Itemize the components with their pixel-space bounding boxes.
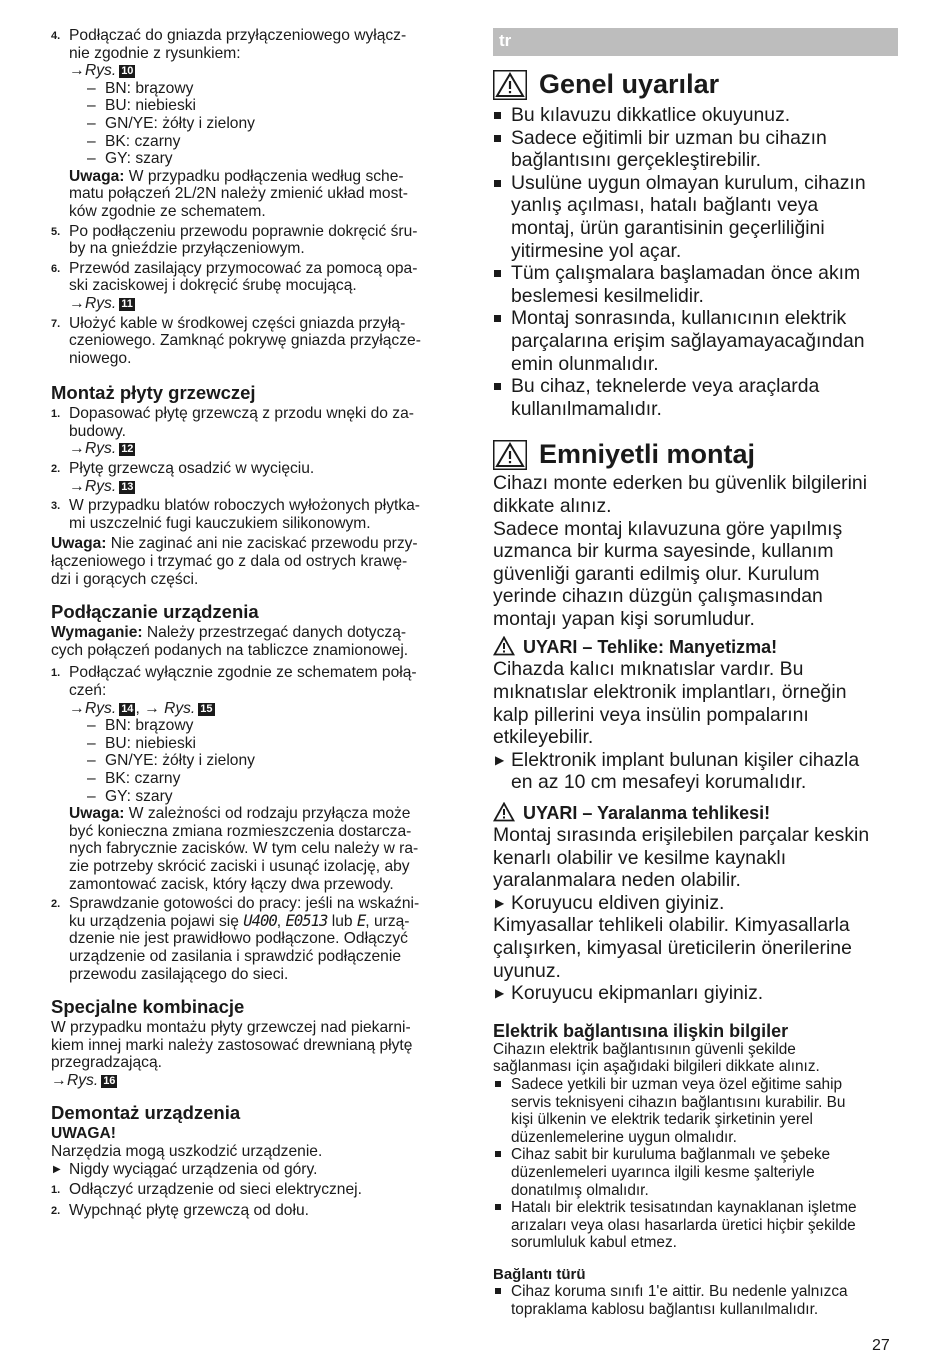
- square-bullet-icon: [495, 1081, 501, 1087]
- display-code: E0513: [285, 911, 328, 930]
- section-heading: Genel uyarılar: [493, 68, 898, 100]
- list-item-text: arızaları veya olası hasarlarda üretici hiçbir şekilde: [511, 1216, 856, 1234]
- subsection-heading: Elektrik bağlantısına ilişkin bilgiler: [493, 1020, 789, 1041]
- step-text: Płytę grzewczą osadzić w wycięciu.: [69, 460, 315, 478]
- dash-item: – GY: szary: [87, 150, 173, 168]
- step-7: [51, 315, 456, 368]
- right-column: [493, 68, 898, 1318]
- paragraph-line: Cihazı monte ederken bu güvenlik bilgilerini: [493, 472, 868, 495]
- warning-heading: UYARI – Yaralanma tehlikesi!: [493, 802, 898, 824]
- podl-step-2: [51, 895, 456, 983]
- safe-installation-text: [493, 472, 898, 1004]
- warning-label: UWAGA!: [51, 1125, 116, 1143]
- step-text: czeniowego. Zamknąć pokrywę gniazda przyłącze-: [69, 332, 421, 350]
- figure-number: 10: [121, 65, 134, 78]
- step-text: ku urządzenia pojawi się U400, E0513 lub E, urzą-: [69, 911, 410, 930]
- figure-number: 14: [121, 702, 134, 715]
- square-bullet-icon: [495, 1204, 501, 1210]
- right-arrow-icon: →: [69, 62, 85, 80]
- figure-number: 13: [121, 480, 134, 493]
- action-item: ▶ Nigdy wyciągać urządzenia od góry.: [53, 1160, 318, 1178]
- step-text: Wypchnąć płytę grzewczą od dołu.: [69, 1201, 309, 1219]
- list-item-text: Sadece yetkili bir uzman veya özel eğitime sahip: [511, 1075, 843, 1093]
- action-item: ▶ Koruyucu eldiven giyiniz.: [495, 891, 725, 914]
- paragraph-line: çalışırken, kimyasal üreticilerin önerilerine: [493, 937, 852, 959]
- step-number: 6.: [51, 262, 61, 275]
- note-text: nych fabrycznie zacisków. W tym celu należy w ra-: [69, 840, 419, 858]
- list-item: [493, 262, 898, 307]
- list-item-text: Sadece eğitimli bir uzman bu cihazın: [511, 126, 827, 149]
- square-bullet-icon: [495, 1151, 501, 1157]
- podl-step-1: [51, 664, 456, 893]
- electrical-info: [493, 1041, 898, 1318]
- step-text: ski zaciskowej i dokręcić śrubę mocującą.: [69, 277, 357, 295]
- warning-heading: UYARI – Tehlike: Manyetizma!: [493, 636, 898, 658]
- demontaz-step-2: [51, 1202, 456, 1220]
- paragraph-line: uyunuz.: [493, 959, 561, 982]
- paragraph-text: Narzędzia mogą uszkodzić urządzenie.: [51, 1143, 323, 1161]
- step-text: dzenie nie jest prawidłowo podłączone. Odłączyć: [69, 930, 408, 948]
- paragraph-line: güvenliği garanti edilmiş olur. Kurulum: [493, 562, 820, 585]
- triangle-bullet-icon: ▶: [495, 752, 505, 767]
- paragraph-line: mıknatıslar elektronik implantları, örneğin: [493, 681, 847, 704]
- paragraph-line: Kimyasallar tehlikeli olabilir. Kimyasallarla: [493, 914, 850, 937]
- requirement-text: cych połączeń podanych na tabliczce znamionowej.: [51, 641, 409, 659]
- paragraph-line: uzmanca bir kurma sayesinde, kullanım: [493, 540, 834, 563]
- paragraph-text: W przypadku montażu płyty grzewczej nad piekarni-: [51, 1019, 411, 1037]
- list-item-text: parçalarına erişim sağlayamayacağından: [511, 329, 865, 352]
- general-warnings-list: [493, 104, 898, 420]
- paragraph-line: Cihazda kalıcı mıknatıslar vardır. Bu: [493, 658, 804, 681]
- list-item: [493, 375, 898, 420]
- step-text: Przewód zasilający przymocować za pomocą opa-: [69, 259, 418, 277]
- step-number: 5.: [51, 225, 61, 238]
- paragraph-text: przegradzającą.: [51, 1054, 162, 1072]
- figure-ref: →Rys. 11: [69, 294, 133, 312]
- figure-number: 15: [200, 702, 213, 715]
- step-number: 4.: [51, 30, 61, 42]
- list-item-text: kullanılmamalıdır.: [511, 397, 662, 420]
- action-item: ▶ Koruyucu ekipmanları giyiniz.: [495, 982, 764, 1005]
- figure-number: 11: [121, 297, 133, 310]
- page-number: 27: [872, 1337, 890, 1354]
- step-text: Ułożyć kable w środkowej części gniazda przyłą-: [69, 314, 406, 332]
- square-bullet-icon: [494, 315, 501, 322]
- right-arrow-icon: →: [69, 440, 85, 458]
- right-arrow-icon: →: [69, 699, 85, 717]
- display-code: E: [356, 911, 366, 930]
- list-item-text: Cihaz sabit bir kuruluma bağlanmalı ve şebeke: [511, 1146, 831, 1164]
- paragraph-text: kiem innej marki należy zastosować drewnianą płytę: [51, 1036, 413, 1054]
- right-arrow-icon: →: [144, 699, 160, 717]
- paragraph-line: etkileyebilir.: [493, 726, 594, 749]
- dash-item: – BU: niebieski: [87, 734, 197, 752]
- square-bullet-icon: [494, 270, 501, 277]
- step-text: czeń:: [69, 682, 107, 699]
- note-text: matu połączeń 2L/2N należy zmienić układ most-: [69, 185, 408, 203]
- dash-item: – GN/YE: żółty i zielony: [87, 114, 255, 132]
- list-item-text: bağlantısını gerçekleştirebilir.: [511, 149, 762, 172]
- step-4: [51, 27, 456, 221]
- warning-triangle-icon: [493, 440, 527, 470]
- right-arrow-icon: →: [69, 477, 85, 495]
- list-item-text: düzenlemeleri uyarınca ilgili kesme şalteriyle: [511, 1163, 815, 1181]
- step-5: [51, 223, 456, 258]
- step-text: Odłączyć urządzenie od sieci elektrycznej.: [69, 1181, 362, 1199]
- step-text: by na gnieździe przyłączeniowym.: [69, 240, 305, 258]
- list-item-text: beslemesi kesilmelidir.: [511, 284, 704, 307]
- montaz-step-2: [51, 460, 456, 495]
- dash-item: – BN: brązowy: [87, 717, 194, 735]
- paragraph-line: kalp pillerini veya insülin pompalarını: [493, 703, 809, 726]
- right-arrow-icon: →: [51, 1071, 67, 1089]
- list-item: [493, 127, 898, 172]
- warning-triangle-icon: [493, 802, 515, 822]
- right-arrow-icon: →: [69, 294, 85, 312]
- list-item-text: Montaj sonrasında, kullanıcının elektrik: [511, 307, 847, 330]
- figure-ref: →Rys. 12: [69, 440, 134, 458]
- list-item: [493, 104, 898, 127]
- note: Uwaga: W zależności od rodzaju przyłącza może: [69, 805, 411, 823]
- section-heading: Emniyetli montaj: [493, 438, 898, 470]
- list-item-text: kişi ülkenin ve elektrik tedarik şirketinin yerel: [511, 1111, 813, 1129]
- list-item-text: düzenlemelerine uygun olmalıdır.: [511, 1128, 737, 1146]
- paragraph-line: kenarlı olabilir ve kesilme kaynaklı: [493, 846, 787, 869]
- note-text: ków zgodnie ze schematem.: [69, 202, 266, 220]
- requirement: Wymaganie: Należy przestrzegać danych dotyczą-: [51, 624, 407, 642]
- list-item: [493, 1076, 898, 1146]
- square-bullet-icon: [495, 1288, 501, 1294]
- note-text: być konieczna zmiana rozmieszczenia dostarcza-: [69, 822, 412, 840]
- square-bullet-icon: [494, 112, 501, 119]
- paragraph-line: Sadece montaj kılavuzuna göre yapılmış: [493, 517, 843, 540]
- triangle-bullet-icon: ▶: [495, 895, 505, 910]
- step-text: Podłączać do gniazda przyłączeniowego wyłącz-: [69, 27, 407, 44]
- list-item-text: Hatalı bir elektrik tesisatından kaynaklanan işletme: [511, 1199, 857, 1217]
- step-number: 2.: [51, 1204, 61, 1217]
- language-bar: [493, 28, 898, 56]
- paragraph-line: yaralanmalara neden olabilir.: [493, 869, 741, 892]
- ref-label: Rys.: [85, 62, 117, 80]
- step-text: przewodu zasilającego do sieci.: [69, 965, 289, 983]
- note-text: zie potrzeby skrócić zaciski i usunąć izolację, aby: [69, 857, 410, 875]
- step-number: 1.: [51, 1184, 61, 1197]
- step-number: 1.: [51, 667, 61, 680]
- step-text: niowego.: [69, 349, 132, 367]
- list-item-text: Tüm çalışmalara başlamadan önce akım: [511, 262, 861, 285]
- paragraph-line: Cihazın elektrik bağlantısının güvenli şekilde: [493, 1040, 796, 1058]
- step-text: Podłączać wyłącznie zgodnie ze schematem połą-: [69, 664, 417, 682]
- figure-number: 12: [121, 443, 134, 456]
- figure-ref: →Rys. 14 , → Rys. 15: [69, 699, 213, 717]
- dash-item: – GN/YE: żółty i zielony: [87, 752, 255, 770]
- square-bullet-icon: [494, 135, 501, 142]
- list-item: [493, 1283, 898, 1318]
- dash-item: – GY: szary: [87, 787, 173, 805]
- dash-item: – BK: czarny: [87, 769, 181, 787]
- list-item: [493, 1146, 898, 1199]
- list-item-text: sorumluluk kabul etmez.: [511, 1234, 677, 1252]
- section-heading: Specjalne kombinacje: [51, 996, 245, 1018]
- square-bullet-icon: [494, 383, 501, 390]
- list-item: [493, 1199, 898, 1252]
- paragraph-line: Montaj sırasında erişilebilen parçalar keskin: [493, 824, 870, 847]
- step-number: 2.: [51, 463, 61, 476]
- step-6: [51, 260, 456, 313]
- dash-item: – BU: niebieski: [87, 97, 197, 115]
- paragraph-line: sağlanması için aşağıdaki bilgileri dikkate alınız.: [493, 1058, 820, 1076]
- figure-ref: →Rys. 13: [69, 477, 134, 495]
- dash-item: – BN: brązowy: [87, 79, 194, 97]
- action-item: ▶ Elektronik implant bulunan kişiler cihazla en az 10 cm mesafeyi korumalıdır.: [495, 748, 860, 794]
- step-number: 1.: [51, 408, 61, 421]
- language-code: tr: [499, 31, 512, 50]
- step-number: 7.: [51, 317, 61, 330]
- list-item: [493, 307, 898, 375]
- warning-triangle-icon: [493, 70, 527, 100]
- list-item-text: servis teknisyeni cihazın bağlantısını kurabilir. Bu: [511, 1093, 846, 1111]
- step-number: 2.: [51, 898, 61, 911]
- step-text: urządzenie od zasilania i sprawdzić podłączenie: [69, 947, 401, 965]
- note: Uwaga: W przypadku podłączenia według sche-: [69, 167, 404, 185]
- dash-item: – BK: czarny: [87, 132, 181, 150]
- figure-ref: [69, 62, 456, 80]
- list-item-text: yitirmesine yol açar.: [511, 239, 682, 262]
- section-heading: Podłączanie urządzenia: [51, 601, 259, 623]
- step-text: Dopasować płytę grzewczą z przodu wnęki do za-: [69, 405, 414, 423]
- paragraph-line: yerinde cihazın düzgün çalışmasından: [493, 585, 823, 608]
- section-heading: Demontaż urządzenia: [51, 1102, 241, 1124]
- list-item: [493, 172, 898, 262]
- list-item-text: Cihaz koruma sınıfı 1'e aittir. Bu nedenle yalnızca: [511, 1282, 848, 1300]
- triangle-bullet-icon: ▶: [495, 986, 505, 1001]
- display-code: U400: [243, 911, 277, 930]
- paragraph-line: dikkate alınız.: [493, 494, 612, 517]
- step-number: 3.: [51, 500, 61, 513]
- square-bullet-icon: [494, 180, 501, 187]
- list-item-text: donatılmış olmalıdır.: [511, 1181, 649, 1199]
- step-text: budowy.: [69, 422, 126, 440]
- warning-triangle-icon: [493, 636, 515, 656]
- montaz-step-3: [51, 497, 456, 532]
- note-text: dzi i gorących części.: [51, 570, 199, 588]
- list-item-text: topraklama kablosu bağlantısı kullanılmalıdır.: [511, 1300, 819, 1318]
- list-item-text: emin olunmalıdır.: [511, 352, 659, 375]
- step-text: mi uszczelnić fugi kauczukiem silikonowym.: [69, 514, 371, 532]
- section-heading: Montaż płyty grzewczej: [51, 382, 256, 404]
- triangle-bullet-icon: ▶: [53, 1163, 61, 1175]
- figure-number: 16: [103, 1074, 116, 1087]
- montaz-step-1: [51, 405, 456, 458]
- demontaz-step-1: [51, 1181, 456, 1199]
- step-text: nie zgodnie z rysunkiem:: [69, 44, 241, 62]
- step-text: W przypadku blatów roboczych wyłożonych płytka-: [69, 497, 421, 515]
- figure-ref: →Rys. 16: [51, 1071, 116, 1089]
- list-item-text: Usulüne uygun olmayan kurulum, cihazın: [511, 171, 866, 194]
- step-text: Po podłączeniu przewodu poprawnie dokręcić śru-: [69, 222, 418, 240]
- left-column: [51, 27, 456, 1219]
- list-item-text: montaj, ürün garantisinin geçerliliğini: [511, 216, 825, 239]
- note: Uwaga: Nie zaginać ani nie zaciskać przewodu przy-: [51, 535, 418, 553]
- paragraph-line: montajı yapan kişi sorumludur.: [493, 607, 755, 630]
- list-item-text: Bu cihaz, teknelerde veya araçlarda: [511, 375, 820, 398]
- step-text: Sprawdzanie gotowości do pracy: jeśli na wskaźni-: [69, 895, 420, 913]
- subsubsection-heading: Bağlantı türü: [493, 1265, 586, 1283]
- note-text: zamontować zacisk, który łączy dwa przewody.: [69, 875, 394, 893]
- note-text: łączeniowego i trzymać go z dala od ostrych krawę-: [51, 553, 408, 571]
- list-item-text: Bu kılavuzu dikkatlice okuyunuz.: [511, 104, 791, 126]
- list-item-text: yanlış açılması, hatalı bağlantı veya: [511, 194, 819, 217]
